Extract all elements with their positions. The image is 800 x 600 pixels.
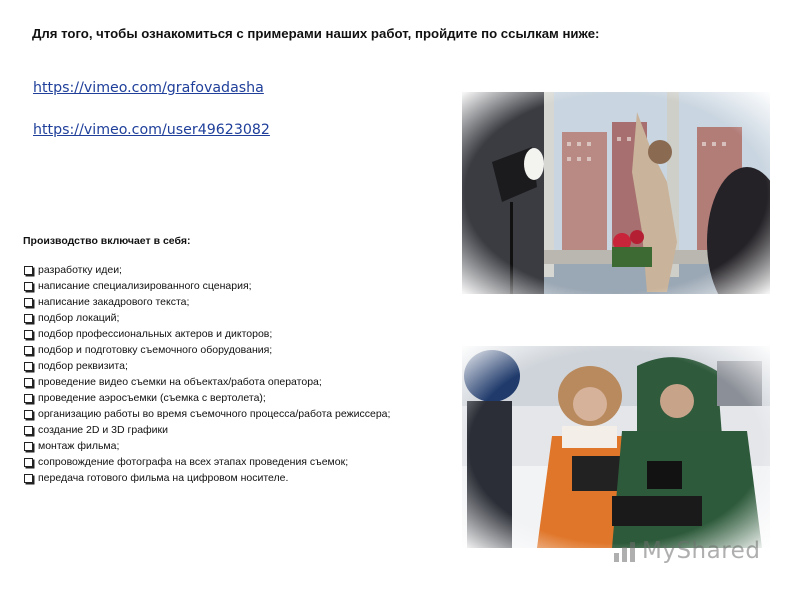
checkbox-bullet-icon bbox=[24, 474, 33, 483]
checkbox-bullet-icon bbox=[24, 298, 33, 307]
list-item: создание 2D и 3D графики bbox=[23, 422, 390, 438]
intro-text: Для того, чтобы ознакомиться с примерами наших работ, пройдите по ссылкам ниже: bbox=[32, 26, 600, 41]
watermark bbox=[612, 538, 760, 564]
list-item: написание специализированного сценария; bbox=[23, 278, 390, 294]
photo-window-filming bbox=[462, 92, 770, 294]
vimeo-link-user[interactable]: https://vimeo.com/user49623082 bbox=[33, 122, 270, 138]
list-item: передача готового фильма на цифровом носителе. bbox=[23, 470, 390, 486]
list-item: проведение видео съемки на объектах/работа оператора; bbox=[23, 374, 390, 390]
list-item: разработку идеи; bbox=[23, 262, 390, 278]
checkbox-bullet-icon bbox=[24, 458, 33, 467]
watermark-text: MyShared bbox=[642, 538, 761, 564]
production-list bbox=[23, 262, 390, 486]
checkbox-bullet-icon bbox=[24, 394, 33, 403]
checkbox-bullet-icon bbox=[24, 426, 33, 435]
checkbox-bullet-icon bbox=[24, 314, 33, 323]
list-item: подбор профессиональных актеров и дикторов; bbox=[23, 326, 390, 342]
vimeo-link-grafovadasha[interactable]: https://vimeo.com/grafovadasha bbox=[33, 80, 264, 96]
checkbox-bullet-icon bbox=[24, 442, 33, 451]
photo-winter-film-crew bbox=[462, 346, 770, 548]
list-item: подбор и подготовку съемочного оборудования; bbox=[23, 342, 390, 358]
list-item: подбор локаций; bbox=[23, 310, 390, 326]
checkbox-bullet-icon bbox=[24, 266, 33, 275]
list-item: проведение аэросъемки (съемка с вертолета); bbox=[23, 390, 390, 406]
checkbox-bullet-icon bbox=[24, 282, 33, 291]
checkbox-bullet-icon bbox=[24, 346, 33, 355]
checkbox-bullet-icon bbox=[24, 362, 33, 371]
checkbox-bullet-icon bbox=[24, 330, 33, 339]
checkbox-bullet-icon bbox=[24, 410, 33, 419]
checkbox-bullet-icon bbox=[24, 378, 33, 387]
chart-logo-icon bbox=[612, 539, 638, 563]
list-item: организацию работы во время съемочного процесса/работа режиссера; bbox=[23, 406, 390, 422]
list-item: подбор реквизита; bbox=[23, 358, 390, 374]
list-item: монтаж фильма; bbox=[23, 438, 390, 454]
production-title: Производство включает в себя: bbox=[23, 235, 191, 247]
list-item: сопровождение фотографа на всех этапах проведения съемок; bbox=[23, 454, 390, 470]
list-item: написание закадрового текста; bbox=[23, 294, 390, 310]
